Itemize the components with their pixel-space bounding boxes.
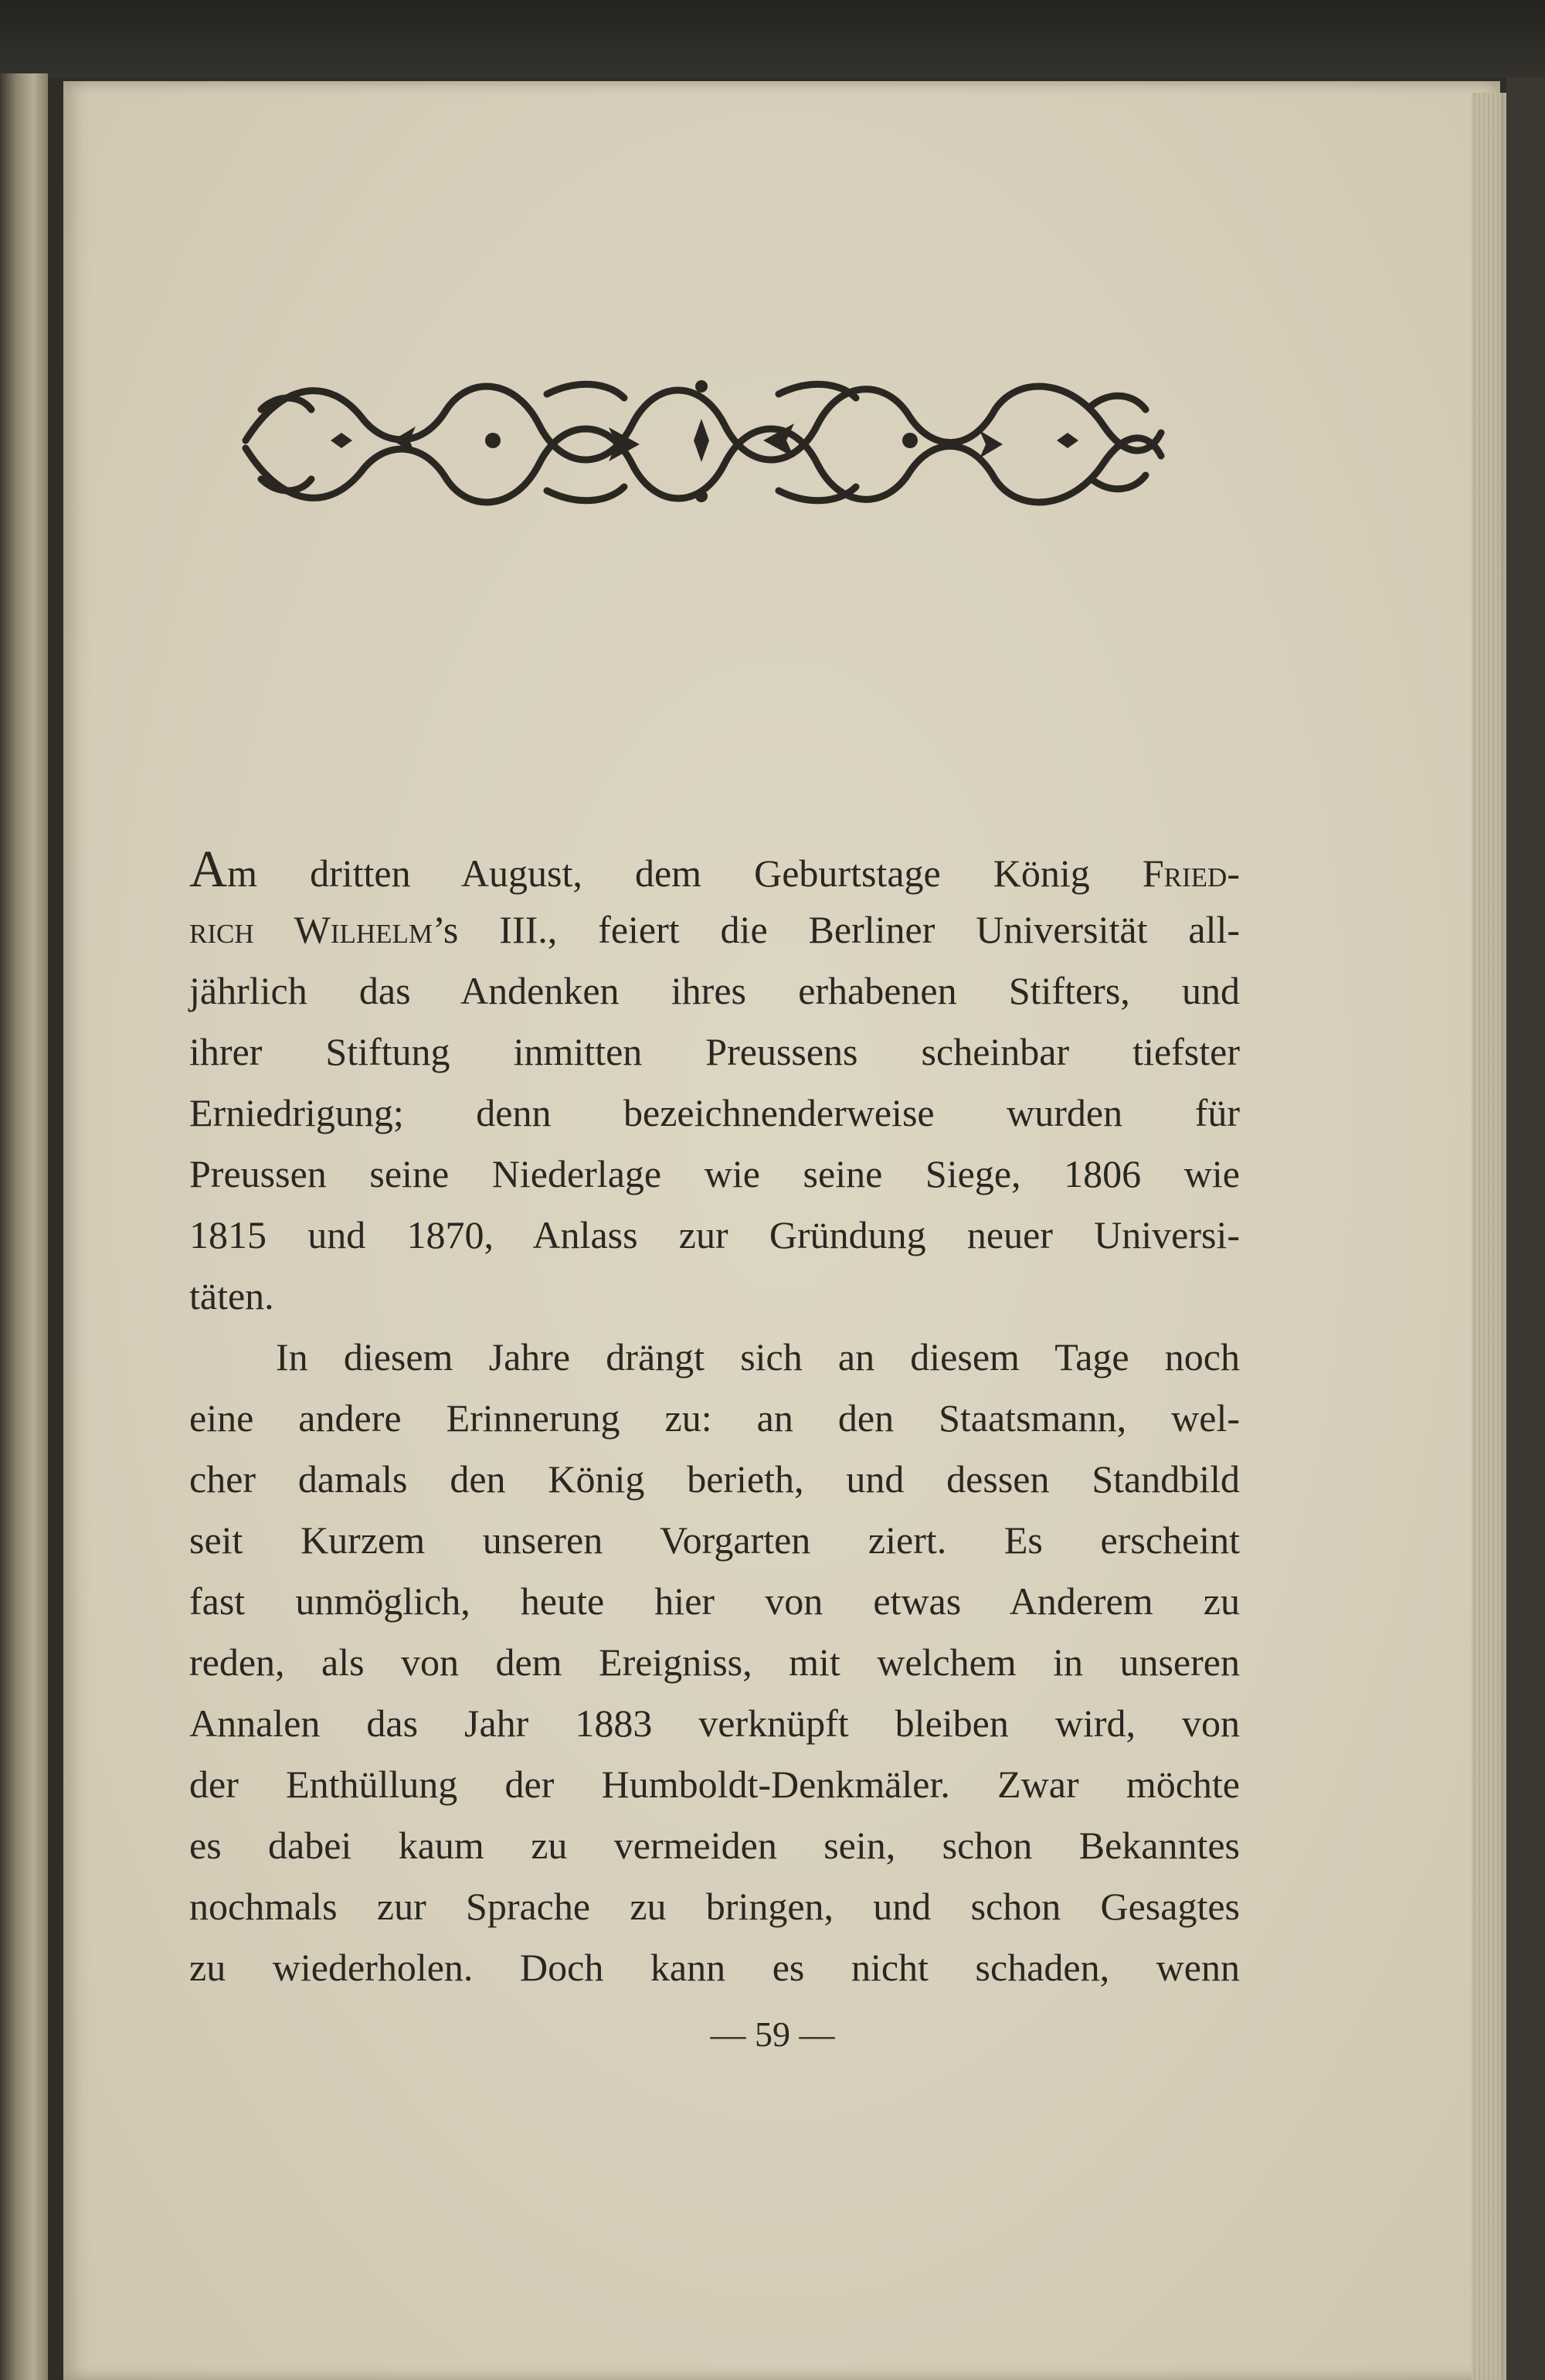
page-number: — 59 — xyxy=(710,2014,835,2054)
text-line: Am dritten August, dem Geburtstage König Fried- xyxy=(189,839,1240,898)
text-line: cher damals den König berieth, und dessen Standbild xyxy=(189,1457,1240,1501)
scan-backdrop xyxy=(0,0,1545,77)
text-line: Annalen das Jahr 1883 verknüpft bleiben wird, von xyxy=(189,1702,1240,1745)
text-line: In diesem Jahre drängt sich an diesem Tage noch xyxy=(276,1335,1240,1379)
text-line: jährlich das Andenken ihres erhabenen Stifters, und xyxy=(189,969,1240,1012)
body-text xyxy=(189,838,1240,1998)
text-line: reden, als von dem Ereigniss, mit welchem in unseren xyxy=(189,1640,1240,1684)
text-line: täten. xyxy=(189,1274,274,1318)
text-line: es dabei kaum zu vermeiden sein, schon Bekanntes xyxy=(189,1824,1240,1867)
text-line: zu wiederholen. Doch kann es nicht schaden, wenn xyxy=(189,1946,1240,1989)
text-line: nochmals zur Sprache zu bringen, und schon Gesagtes xyxy=(189,1885,1240,1928)
text-line: eine andere Erinnerung zu: an den Staatsmann, wel- xyxy=(189,1396,1240,1440)
text-line: rich Wilhelm’s III., feiert die Berliner Universität all- xyxy=(189,908,1241,951)
arabesque-headpiece-icon xyxy=(238,363,1165,518)
text-line: der Enthüllung der Humboldt-Denkmäler. Zwar möchte xyxy=(189,1763,1240,1806)
text-line: fast unmöglich, heute hier von etwas Anderem zu xyxy=(189,1579,1240,1623)
text-line: ihrer Stiftung inmitten Preussens scheinbar tiefster xyxy=(189,1030,1240,1073)
text-line: seit Kurzem unseren Vorgarten ziert. Es erscheint xyxy=(189,1518,1240,1562)
text-line: 1815 und 1870, Anlass zur Gründung neuer Universi- xyxy=(189,1213,1240,1256)
text-line: Erniedrigung; denn bezeichnenderweise wurden für xyxy=(189,1091,1240,1134)
text-line: Preussen seine Niederlage wie seine Siege, 1806 wie xyxy=(189,1152,1240,1195)
drop-cap: A xyxy=(189,839,228,898)
